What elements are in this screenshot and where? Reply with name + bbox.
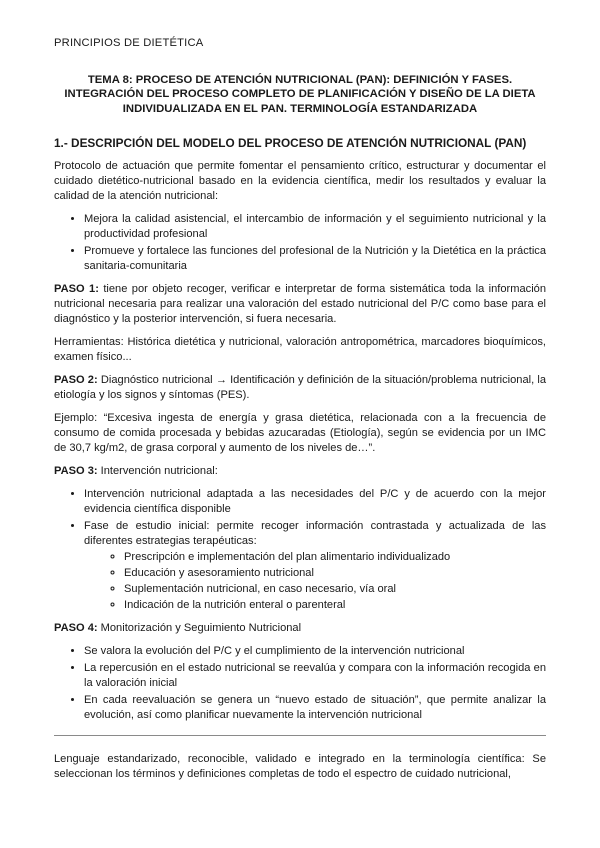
paso4-paragraph [54, 621, 546, 636]
list-item: • La repercusión en el estado nutricional se reevalúa y compara con la información recogida en la valoración inicial [84, 661, 546, 691]
paso4-bullet-list [54, 644, 546, 723]
section-heading: 1.- DESCRIPCIÓN DEL MODELO DEL PROCESO DE ATENCIÓN NUTRICIONAL (PAN) [54, 136, 527, 151]
paso4-text: Monitorización y Seguimiento Nutricional [97, 622, 302, 635]
intro-bullet-list [54, 212, 546, 274]
paso1-label: PASO 1: [54, 283, 99, 296]
paso3-text: Intervención nutricional: [97, 465, 218, 478]
paso2-example-paragraph: Ejemplo: “Excesiva ingesta de energía y grasa dietética, relacionada con a la frecuencia de consumo de comida procesada y bebidas azucaradas (Etiología), según se evidencia por un IMC de 30,7 kg/m2, de grasa corporal y aumento de los niveles de…”. [54, 412, 546, 455]
list-item: • Promueve y fortalece las funciones del profesional de la Nutrición y la Dietética en la práctica sanitaria-comunitaria [84, 244, 546, 274]
paso1-paragraph [54, 282, 546, 327]
paso3-label: PASO 3: [54, 465, 98, 478]
list-item: • Intervención nutricional adaptada a las necesidades del P/C y de acuerdo con la mejor evidencia científica disponible [84, 487, 546, 517]
sub-list-item: ◦ Educación y asesoramiento nutricional [124, 566, 546, 581]
running-header: PRINCIPIOS DE DIETÉTICA [54, 37, 204, 49]
title-line: INDIVIDUALIZADA EN EL PAN. TERMINOLOGÍA ESTANDARIZADA [122, 102, 478, 115]
paso1-tools-paragraph: Herramientas: Histórica dietética y nutricional, valoración antropométrica, marcadores bioquímicos, examen físico... [54, 336, 546, 364]
paso3-bullet-list [54, 487, 546, 613]
document-title [54, 73, 546, 116]
paso1-text: tiene por objeto recoger, verificar e interpretar de forma sistemática toda la información nutricional necesaria para realizar una valoración del estado nutricional del P/C como base para el diagnóstico y la posterior intervención, si fuera necesaria. [54, 283, 547, 326]
list-item-text: Fase de estudio inicial: permite recoger información contrastada y actualizada de las diferentes estrategias terapéuticas: [84, 520, 546, 548]
sub-list-item: ◦ Suplementación nutricional, en caso necesario, vía oral [124, 582, 546, 597]
list-item: • En cada reevaluación se genera un “nuevo estado de situación”, que permite analizar la evolución, así como planificar nuevamente la intervención nutricional [84, 693, 546, 723]
paso2-label: PASO 2: [54, 374, 98, 387]
intro-paragraph: Protocolo de actuación que permite fomentar el pensamiento crítico, estructurar y documentar el cuidado dietético-nutricional basado en la evidencia científica, medir los resultados y evaluar la calidad de la atención nutricional: [54, 160, 546, 203]
paso3-sub-bullet-list [84, 550, 546, 613]
list-item: • Se valora la evolución del P/C y el cumplimiento de la intervención nutricional [84, 644, 546, 659]
paso2-text: Diagnóstico nutricional → Identificación y definición de la situación/problema nutricional, la etiología y los signos y síntomas (PES). [54, 374, 547, 402]
sub-list-item: ◦ Indicación de la nutrición enteral o parenteral [124, 598, 546, 613]
title-line: INTEGRACIÓN DEL PROCESO COMPLETO DE PLANIFICACIÓN Y DISEÑO DE LA DIETA [64, 88, 536, 101]
sub-list-item: ◦ Prescripción e implementación del plan alimentario individualizado [124, 550, 546, 565]
section-divider [54, 735, 546, 736]
title-line: TEMA 8: PROCESO DE ATENCIÓN NUTRICIONAL (PAN): DEFINICIÓN Y FASES. [87, 74, 513, 86]
paso4-label: PASO 4: [54, 622, 98, 635]
list-item [84, 519, 546, 613]
paso2-paragraph [54, 373, 546, 403]
list-item: • Mejora la calidad asistencial, el intercambio de información y el seguimiento nutricional y la productividad profesional [84, 212, 546, 242]
paso3-paragraph [54, 464, 546, 479]
terminology-paragraph: Lenguaje estandarizado, reconocible, validado e integrado en la terminología científica: Se seleccionan los términos y definiciones completas de todo el espectro de cuidado nutricional, [54, 753, 546, 781]
